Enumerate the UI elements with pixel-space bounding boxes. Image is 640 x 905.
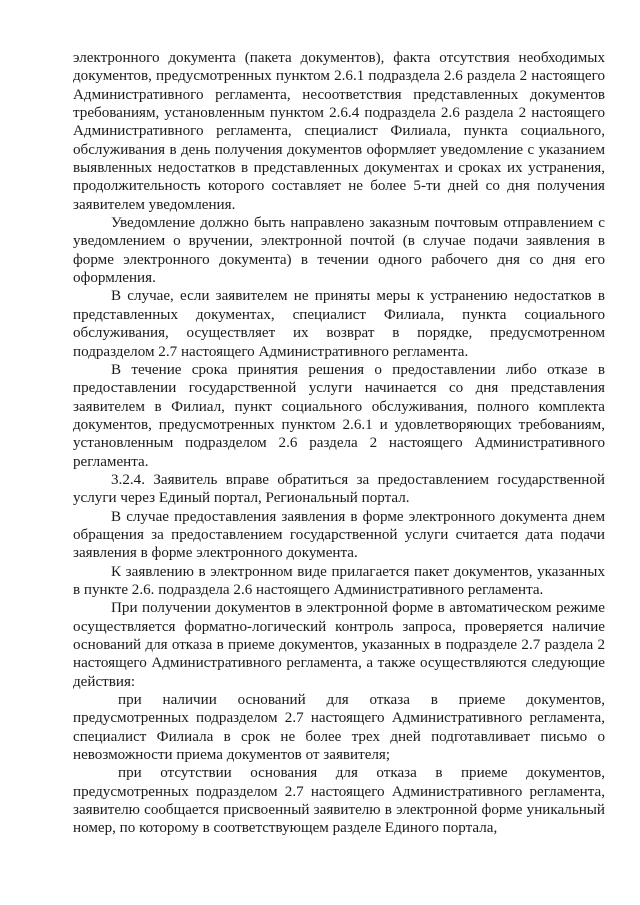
paragraph-electronic-filing: В случае предоставления заявления в форме электронного документа днем обращения за предоставлением государственной услуги считается дата подачи заявления в форме электронного документа.	[73, 508, 605, 562]
paragraph-format-control: При получении документов в электронной форме в автоматическом режиме осуществляется форматно-логический контроль запроса, проверяется наличие оснований для отказа в приеме документов, указанных в подразделе 2.7 раздела 2 настоящего Административного регламента, а также осуществляются следующие действия:	[73, 600, 605, 690]
paragraph-continuation: электронного документа (пакета документов), факта отсутствия необходимых документов, предусмотренных пунктом 2.6.1 подраздела 2.6 раздела 2 настоящего Административного регламента, несоответствия представленных документов требованиям, установленным пунктом 2.6.4 подраздела 2.6 раздела 2 настоящего Административного регламента, специалист Филиала, пункта социального, обслуживания в день получения документов оформляет уведомление с указанием выявленных недостатков в представленных документах и сроках их устранения, продолжительность которого составляет не более 5-ти дней со дня получения заявителем уведомления.	[73, 50, 605, 213]
paragraph-decision-term: В течение срока принятия решения о предоставлении либо отказе в предоставлении государственной услуги начинается со дня представления заявителем в Филиал, пункт социального обслуживания, полного комплекта документов, предусмотренных пунктом 2.6.1 и удовлетворяющих требованиям, установленным подразделом 2.6 раздела 2 настоящего Административного регламента.	[73, 361, 605, 470]
paragraph-attachments: К заявлению в электронном виде прилагается пакет документов, указанных в пункте 2.6. подраздела 2.6 настоящего Административного регламента.	[73, 563, 605, 598]
paragraph-refusal-grounds: при наличии оснований для отказа в приеме документов, предусмотренных подразделом 2.7 настоящего Административного регламента, специалист Филиала в срок не более трех дней подготавливает письмо о невозможности приема документов от заявителя;	[73, 692, 605, 764]
paragraph-no-refusal-grounds: при отсутствии основания для отказа в приеме документов, предусмотренных подразделом 2.7 настоящего Административного регламента, заявителю сообщается присвоенный заявителю в электронной форме уникальный номер, по которому в соответствующем разделе Единого портала,	[73, 765, 605, 837]
paragraph-section-3-2-4: 3.2.4. Заявитель вправе обратиться за предоставлением государственной услуги через Единый портал, Региональный портал.	[73, 471, 605, 507]
document-page	[73, 49, 605, 838]
paragraph-notification: Уведомление должно быть направлено заказным почтовым отправлением с уведомлением о вручении, электронной почтой (в случае подачи заявления в форме электронного документа) в течении одного рабочего дня со дня его оформления.	[73, 215, 605, 287]
paragraph-return: В случае, если заявителем не приняты меры к устранению недостатков в представленных документах, специалист Филиала, пункта социального обслуживания, осуществляет их возврат в порядке, предусмотренном подразделом 2.7 настоящего Административного регламента.	[73, 288, 605, 360]
